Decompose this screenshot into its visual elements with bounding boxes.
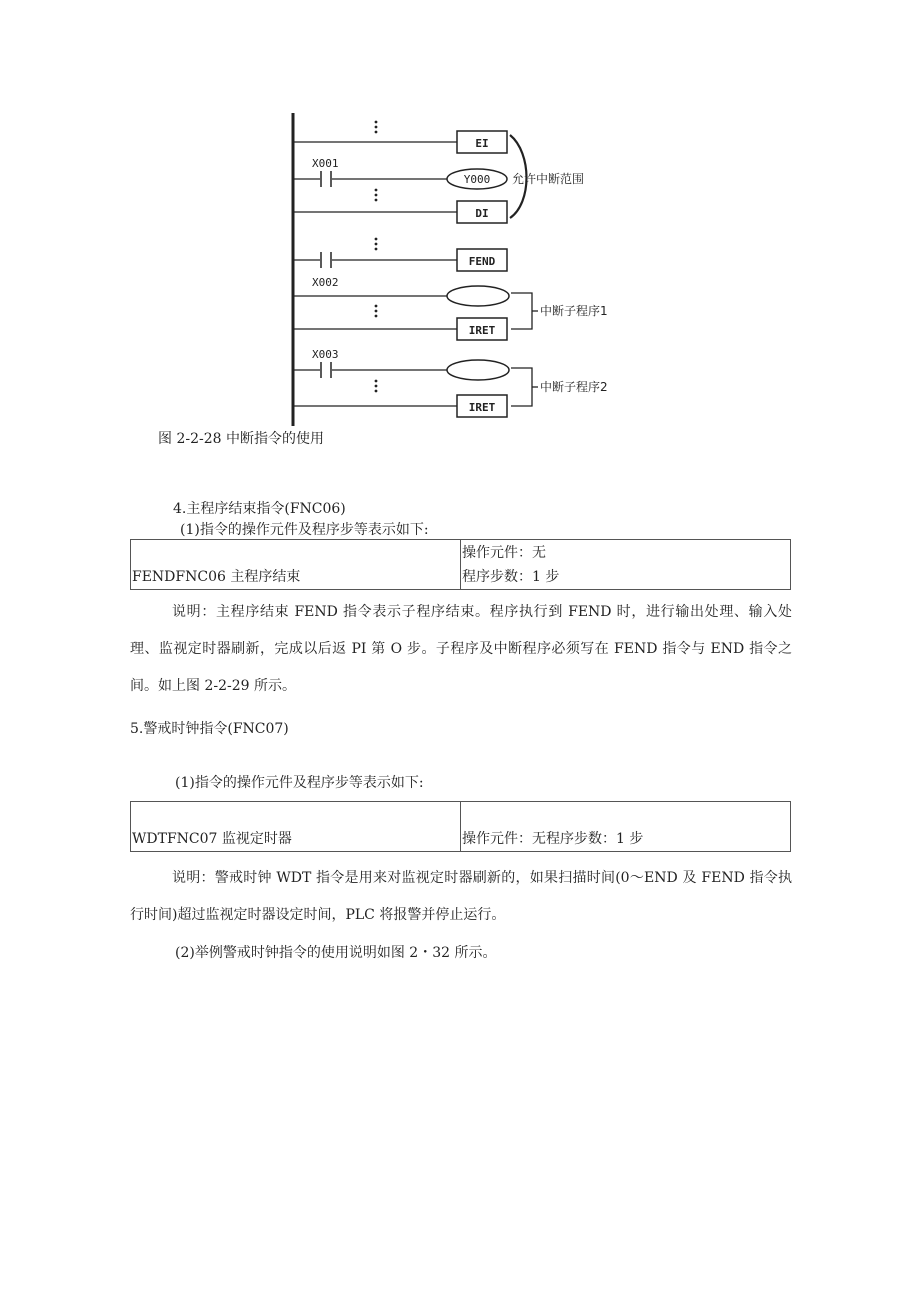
ladder-diagram — [270, 108, 650, 430]
label-subroutine-2: 中断子程序2 — [540, 380, 608, 394]
label-ei: EI — [475, 137, 489, 150]
subroutine2-bracket — [511, 368, 532, 406]
section4-spec-table — [130, 539, 791, 590]
label-di: DI — [475, 207, 489, 220]
section4-subheading: (1)指令的操作元件及程序步等表示如下: — [180, 522, 429, 538]
figure-caption: 图 2-2-28 中断指令的使用 — [158, 431, 324, 447]
label-x003: X003 — [312, 348, 339, 361]
section5-explanation: 说明：警戒时钟 WDT 指令是用来对监视定时器刷新的，如果扫描时间(0～END 及 FEND 指令执行时间)超过监视定时器设定时间，PLC 将报警并停止运行。 — [130, 870, 792, 923]
coil-x002 — [447, 286, 509, 306]
section4-explanation: 说明：主程序结束 FEND 指令表示子程序结束。程序执行到 FEND 时，进行输出处理、输入处理、监视定时器刷新，完成以后返 PI 第 O 步。子程序及中断程序必须写在 FEND 指令与 END 指令之间。如上图 2-2-29 所示。 — [130, 604, 792, 694]
wdt-spec-cell: WDTFNC07 监视定时器 — [131, 802, 461, 852]
section5-subheading: (1)指令的操作元件及程序步等表示如下: — [175, 775, 424, 791]
label-x002: X002 — [312, 276, 339, 289]
coil-x003 — [447, 360, 509, 380]
fend-operand-cell: 操作元件：无 程序步数：1 步 — [461, 540, 791, 590]
section4-heading: 4.主程序结束指令(FNC06) — [173, 501, 346, 517]
label-fend: FEND — [468, 255, 496, 268]
section5-spec-table — [130, 801, 791, 852]
label-y000: Y000 — [463, 173, 491, 186]
label-x001: X001 — [312, 157, 339, 170]
label-subroutine-1: 中断子程序1 — [540, 304, 608, 318]
label-interrupt-range: 允许中断范围 — [512, 172, 585, 186]
label-iret-2: IRET — [468, 401, 496, 414]
section5-heading: 5.警戒时钟指令(FNC07) — [130, 721, 289, 737]
subroutine1-bracket — [511, 293, 532, 329]
section5-example: (2)举例警戒时钟指令的使用说明如图 2・32 所示。 — [175, 945, 497, 961]
label-iret-1: IRET — [468, 324, 496, 337]
ellipsis-dots — [375, 121, 378, 393]
fend-spec-cell: FENDFNC06 主程序结束 — [131, 540, 461, 590]
wdt-operand-cell: 操作元件：无程序步数：1 步 — [461, 802, 791, 852]
